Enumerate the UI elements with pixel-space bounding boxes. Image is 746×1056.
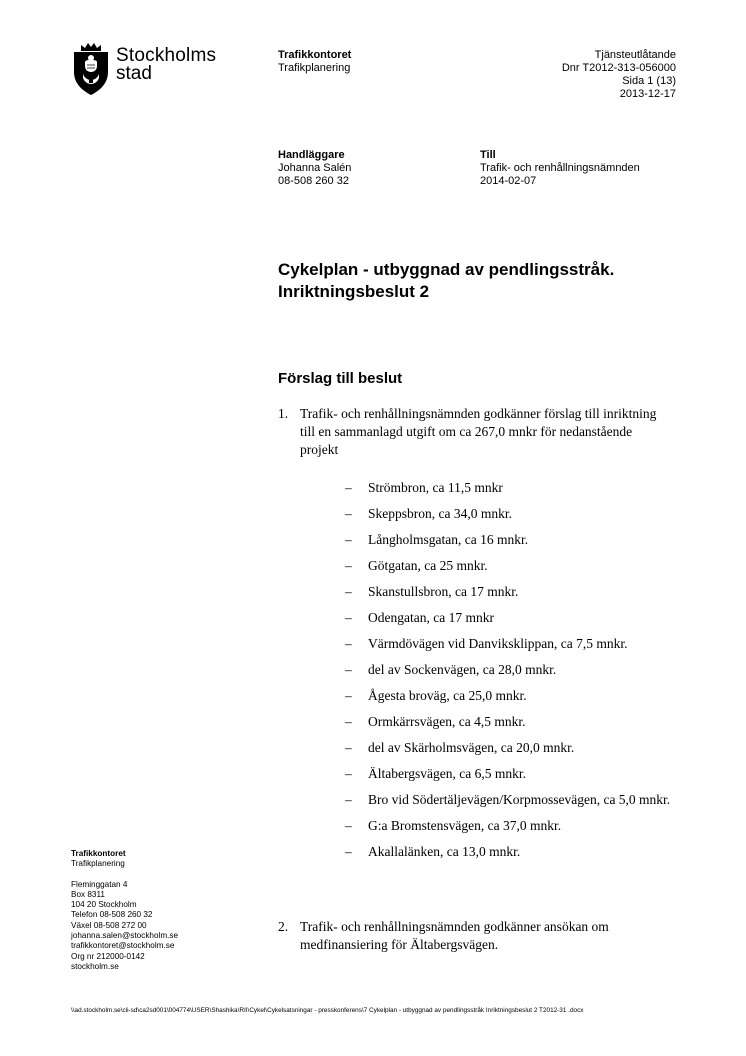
logo-text-line1: Stockholms [116, 45, 217, 66]
list-dash: – [345, 480, 352, 495]
list-dash: – [345, 766, 352, 781]
sidebar-department: Trafikkontoret [71, 849, 126, 858]
project-text: Ågesta broväg, ca 25,0 mnkr. [368, 688, 527, 703]
project-list [343, 479, 673, 869]
list-dash: – [345, 662, 352, 677]
document-meta-block [562, 49, 676, 101]
list-item [343, 531, 673, 549]
project-text: G:a Bromstensvägen, ca 37,0 mnkr. [368, 818, 562, 833]
sidebar-email-personal: johanna.salen@stockholm.se [71, 931, 179, 941]
list-item [343, 791, 673, 809]
handler-name: Johanna Salén [278, 162, 352, 174]
list-dash: – [345, 714, 352, 729]
handler-label: Handläggare [278, 149, 345, 161]
contact-sidebar [71, 849, 251, 972]
list-dash: – [345, 818, 352, 833]
document-title [278, 259, 614, 303]
list-item [343, 843, 673, 861]
decision-number: 2. [278, 919, 289, 934]
list-dash: – [345, 740, 352, 755]
sidebar-org-nr: Org nr 212000-0142 [71, 951, 145, 961]
decision-item-2 [278, 918, 668, 958]
decision-number: 1. [278, 406, 289, 421]
project-text: del av Skärholmsvägen, ca 20,0 mnkr. [368, 740, 575, 755]
project-text: Odengatan, ca 17 mnkr [368, 610, 494, 625]
project-text: Värmdövägen vid Danviksklippan, ca 7,5 mnkr. [368, 636, 628, 651]
project-text: Ormkärrsvägen, ca 4,5 mnkr. [368, 714, 526, 729]
list-dash: – [345, 844, 352, 859]
list-dash: – [345, 584, 352, 599]
sidebar-phone: Telefon 08-508 260 32 [71, 910, 153, 920]
decision-text: Trafik- och renhållningsnämnden godkänner ansökan om medfinansiering för Ältabergsvägen. [300, 919, 609, 952]
list-dash: – [345, 558, 352, 573]
title-line1: Cykelplan - utbyggnad av pendlingsstråk. [278, 260, 615, 279]
unit-name: Trafikplanering [278, 62, 351, 74]
sidebar-unit: Trafikplanering [71, 859, 125, 869]
sidebar-postal: 104 20 Stockholm [71, 900, 137, 910]
list-item [343, 817, 673, 835]
list-item [343, 635, 673, 653]
document-type: Tjänsteutlåtande [594, 49, 676, 61]
handler-phone: 08-508 260 32 [278, 175, 349, 187]
list-dash: – [345, 688, 352, 703]
list-item [343, 583, 673, 601]
project-text: Strömbron, ca 11,5 mnkr [368, 480, 503, 495]
sidebar-box: Box 8311 [71, 889, 105, 899]
project-text: Ältabergsvägen, ca 6,5 mnkr. [368, 766, 526, 781]
list-dash: – [345, 610, 352, 625]
sidebar-switchboard: Växel 08-508 272 00 [71, 920, 147, 930]
stockholms-stad-logo [72, 42, 232, 98]
list-item [343, 687, 673, 705]
handler-block [278, 149, 351, 188]
page-number: Sida 1 (13) [622, 75, 676, 87]
list-dash: – [345, 636, 352, 651]
list-item [343, 609, 673, 627]
sidebar-email-office: trafikkontoret@stockholm.se [71, 941, 175, 951]
project-text: Akallalänken, ca 13,0 mnkr. [368, 844, 521, 859]
list-item [343, 557, 673, 575]
document-date: 2013-12-17 [619, 88, 676, 100]
sidebar-address: Fleminggatan 4 [71, 879, 128, 889]
list-item [343, 713, 673, 731]
list-item [343, 505, 673, 523]
list-dash: – [345, 506, 352, 521]
decision-text: Trafik- och renhållningsnämnden godkänner förslag till inriktning till en sammanlagd utgift om ca 267,0 mnkr för nedanstående projekt [300, 406, 657, 457]
project-text: Skanstullsbron, ca 17 mnkr. [368, 584, 519, 599]
recipient-name: Trafik- och renhållningsnämnden [480, 162, 640, 174]
recipient-label: Till [480, 149, 496, 161]
project-text: Bro vid Södertäljevägen/Korpmossevägen, ca 5,0 mnkr. [368, 792, 671, 807]
department-block [278, 49, 351, 75]
logo-text-line2: stad [116, 63, 152, 84]
list-item [343, 765, 673, 783]
recipient-block [480, 149, 640, 188]
project-text: Götgatan, ca 25 mnkr. [368, 558, 488, 573]
sidebar-web: stockholm.se [71, 961, 119, 971]
list-item [343, 479, 673, 497]
stockholm-crown-shield-icon [72, 42, 110, 96]
diary-number: Dnr T2012-313-056000 [561, 62, 676, 74]
project-text: del av Sockenvägen, ca 28,0 mnkr. [368, 662, 557, 677]
project-text: Långholmsgatan, ca 16 mnkr. [368, 532, 529, 547]
section-heading: Förslag till beslut [278, 370, 403, 387]
project-text: Skeppsbron, ca 34,0 mnkr. [368, 506, 512, 521]
recipient-date: 2014-02-07 [480, 175, 537, 187]
list-dash: – [345, 792, 352, 807]
footer-file-path: \\ad.stockholm.se\cli-sd\ca2sd001\004774\USER\Shashika\RII\Cykel\Cykelsatsningar - presskonferens\7 Cykelplan - utbyggnad av pendlingsstråk Inriktningsbeslut 2 T2012-31 .docx [71, 1007, 584, 1014]
department-name: Trafikkontoret [278, 49, 352, 61]
list-item [343, 661, 673, 679]
list-dash: – [345, 532, 352, 547]
decision-item-1 [278, 405, 668, 465]
list-item [343, 739, 673, 757]
title-line2: Inriktningsbeslut 2 [278, 282, 430, 301]
